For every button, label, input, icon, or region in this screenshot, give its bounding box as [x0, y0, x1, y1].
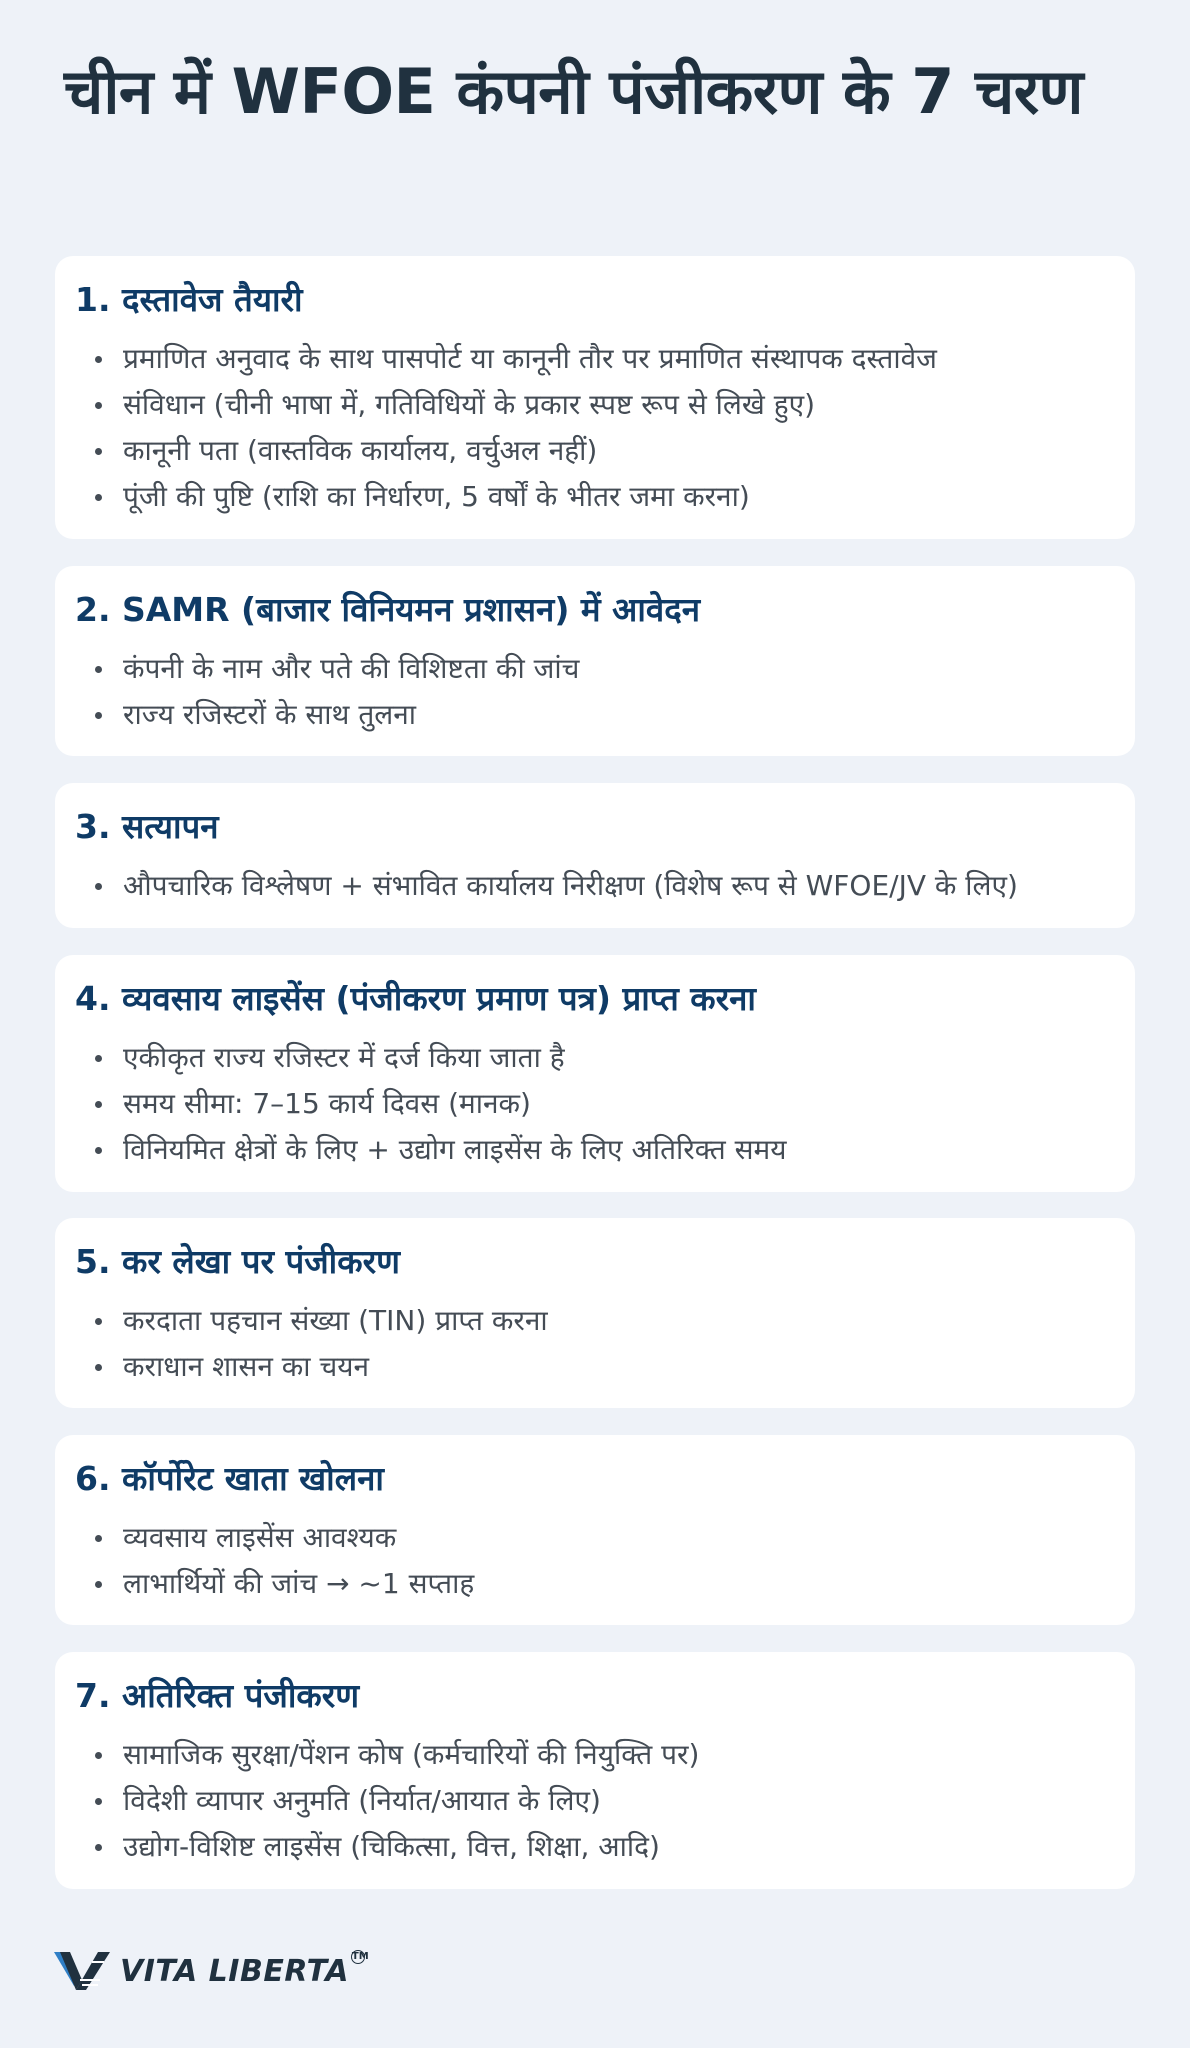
- step-card-4: [55, 955, 1135, 1192]
- list-item-text: व्यवसाय लाइसेंस आवश्यक: [123, 1521, 397, 1554]
- list-item: [75, 336, 1115, 382]
- step-heading: 3. सत्यापन: [75, 807, 219, 846]
- step-list: [75, 1515, 1115, 1607]
- list-item-text: करदाता पहचान संख्या (TIN) प्राप्त करना: [123, 1304, 548, 1337]
- step-heading: 1. दस्तावेज तैयारी: [75, 280, 303, 319]
- step-card-7: [55, 1652, 1135, 1889]
- list-item-text: प्रमाणित अनुवाद के साथ पासपोर्ट या कानूनी तौर पर प्रमाणित संस्थापक दस्तावेज: [123, 342, 937, 375]
- list-item: [75, 1035, 1115, 1081]
- list-item-text: विनियमित क्षेत्रों के लिए + उद्योग लाइसेंस के लिए अतिरिक्त समय: [123, 1133, 787, 1166]
- step-list: [75, 1035, 1115, 1173]
- list-item-text: कानूनी पता (वास्तविक कार्यालय, वर्चुअल नहीं): [123, 434, 598, 467]
- list-item: [75, 1344, 1115, 1390]
- list-item: [75, 863, 1115, 909]
- step-card-3: [55, 783, 1135, 928]
- step-list: [75, 863, 1115, 909]
- bullet: [95, 1535, 102, 1542]
- list-item-text: विदेशी व्यापार अनुमति (निर्यात/आयात के लिए): [123, 1784, 601, 1817]
- list-item-text: औपचारिक विश्लेषण + संभावित कार्यालय निरीक्षण (विशेष रूप से WFOE/JV के लिए): [123, 869, 1018, 902]
- bullet: [95, 1101, 102, 1108]
- list-item-text: कराधान शासन का चयन: [123, 1350, 369, 1383]
- list-item: [75, 692, 1115, 738]
- page-title: चीन में WFOE कंपनी पंजीकरण के 7 चरण: [64, 55, 1083, 128]
- list-item: [75, 428, 1115, 474]
- list-item: [75, 1778, 1115, 1824]
- list-item: [75, 1515, 1115, 1561]
- bullet: [95, 666, 102, 673]
- bullet: [95, 1364, 102, 1371]
- list-item-text: राज्य रजिस्टरों के साथ तुलना: [123, 698, 417, 731]
- bullet: [95, 1147, 102, 1154]
- list-item: [75, 1561, 1115, 1607]
- bullet: [95, 1318, 102, 1325]
- bullet: [95, 402, 102, 409]
- bullet: [95, 1752, 102, 1759]
- list-item-text: संविधान (चीनी भाषा में, गतिविधियों के प्रकार स्पष्ट रूप से लिखे हुए): [123, 388, 815, 421]
- step-list: [75, 1732, 1115, 1870]
- step-heading: 5. कर लेखा पर पंजीकरण: [75, 1242, 400, 1281]
- step-card-2: [55, 566, 1135, 756]
- list-item: [75, 1732, 1115, 1778]
- bullet: [95, 1055, 102, 1062]
- step-list: [75, 336, 1115, 520]
- trademark-mark: TM: [351, 1951, 369, 1962]
- list-item: [75, 646, 1115, 692]
- bullet: [95, 1798, 102, 1805]
- step-heading: 4. व्यवसाय लाइसेंस (पंजीकरण प्रमाण पत्र) प्राप्त करना: [75, 979, 756, 1018]
- list-item-text: समय सीमा: 7–15 कार्य दिवस (मानक): [123, 1087, 531, 1120]
- list-item-text: सामाजिक सुरक्षा/पेंशन कोष (कर्मचारियों की नियुक्ति पर): [123, 1738, 700, 1771]
- bullet: [95, 1844, 102, 1851]
- bullet: [95, 883, 102, 890]
- list-item-text: उद्योग-विशिष्ट लाइसेंस (चिकित्सा, वित्त, शिक्षा, आदि): [123, 1830, 660, 1863]
- step-card-1: [55, 256, 1135, 539]
- step-card-5: [55, 1218, 1135, 1408]
- list-item-text: लाभार्थियों की जांच → ~1 सप्ताह: [123, 1567, 475, 1600]
- list-item-text: कंपनी के नाम और पते की विशिष्टता की जांच: [123, 652, 580, 685]
- vita-liberta-logo-icon: [54, 1950, 112, 1992]
- bullet: [95, 356, 102, 363]
- list-item: [75, 382, 1115, 428]
- list-item: [75, 1824, 1115, 1870]
- list-item: [75, 1081, 1115, 1127]
- brand-logo: [54, 1948, 369, 1994]
- step-card-6: [55, 1435, 1135, 1625]
- list-item: [75, 1127, 1115, 1173]
- list-item: [75, 474, 1115, 520]
- bullet: [95, 448, 102, 455]
- step-list: [75, 1298, 1115, 1390]
- bullet: [95, 1581, 102, 1588]
- step-heading: 2. SAMR (बाजार विनियमन प्रशासन) में आवेदन: [75, 590, 701, 629]
- list-item-text: एकीकृत राज्य रजिस्टर में दर्ज किया जाता है: [123, 1041, 565, 1074]
- step-heading: 6. कॉर्पोरेट खाता खोलना: [75, 1459, 384, 1498]
- bullet: [95, 712, 102, 719]
- brand-name: VITA LIBERTA: [120, 1953, 349, 1989]
- bullet: [95, 494, 102, 501]
- list-item-text: पूंजी की पुष्टि (राशि का निर्धारण, 5 वर्षों के भीतर जमा करना): [123, 480, 750, 513]
- step-heading: 7. अतिरिक्त पंजीकरण: [75, 1676, 360, 1715]
- step-list: [75, 646, 1115, 738]
- list-item: [75, 1298, 1115, 1344]
